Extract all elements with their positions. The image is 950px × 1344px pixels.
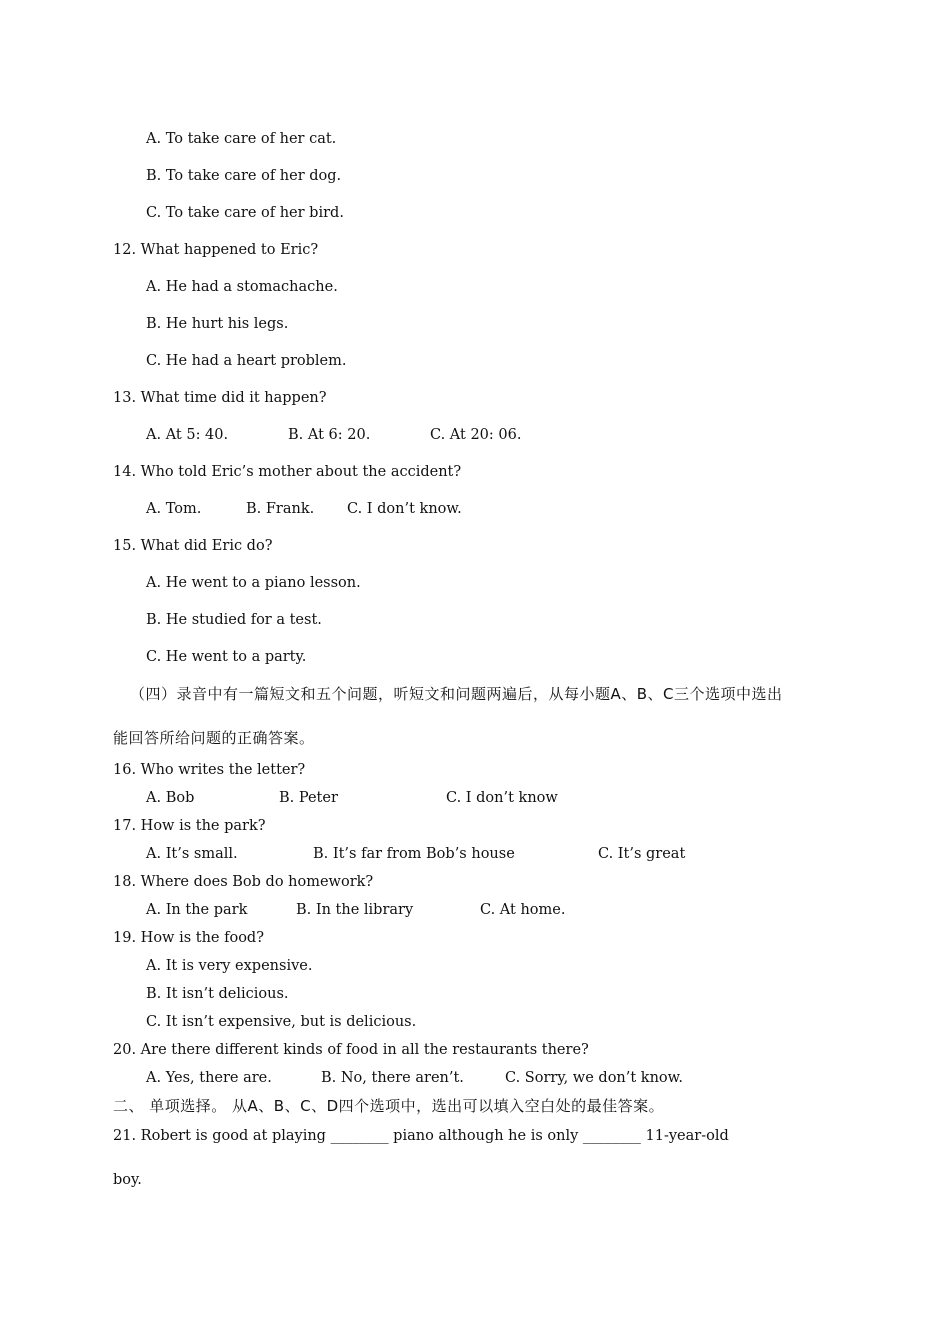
q21-stem: 21. Robert is good at playing ________ piano although he is only ________ 11-year-old xyxy=(113,1128,729,1144)
q17-option-c: C. It’s great xyxy=(598,846,686,862)
q12-stem: 12. What happened to Eric? xyxy=(113,242,319,258)
q16-option-c: C. I don’t know xyxy=(446,790,558,806)
q14-option-a: A. Tom. xyxy=(146,501,202,517)
q21-stem-cont: boy. xyxy=(113,1172,142,1188)
q15-option-a: A. He went to a piano lesson. xyxy=(146,575,361,591)
q13-option-c: C. At 20: 06. xyxy=(430,427,522,443)
q13-option-b: B. At 6: 20. xyxy=(288,427,371,443)
q18-stem: 18. Where does Bob do homework? xyxy=(113,874,374,890)
q17-option-b: B. It’s far from Bob’s house xyxy=(313,846,515,862)
q15-option-b: B. He studied for a test. xyxy=(146,612,322,628)
q14-option-b: B. Frank. xyxy=(246,501,315,517)
part-2-heading: 二、 单项选择。 从A、B、C、D四个选项中，选出可以填入空白处的最佳答案。 xyxy=(113,1097,665,1115)
q13-option-a: A. At 5: 40. xyxy=(146,427,229,443)
q20-option-b: B. No, there aren’t. xyxy=(321,1070,464,1086)
q14-option-c: C. I don’t know. xyxy=(347,501,462,517)
q12-option-b: B. He hurt his legs. xyxy=(146,316,289,332)
q17-option-a: A. It’s small. xyxy=(146,846,238,862)
q18-option-c: C. At home. xyxy=(480,902,566,918)
q13-stem: 13. What time did it happen? xyxy=(113,390,327,406)
q18-option-a: A. In the park xyxy=(146,902,248,918)
q18-option-b: B. In the library xyxy=(296,902,414,918)
q17-stem: 17. How is the park? xyxy=(113,818,266,834)
q12-option-a: A. He had a stomachache. xyxy=(146,279,338,295)
q19-option-a: A. It is very expensive. xyxy=(146,958,313,974)
q12-option-c: C. He had a heart problem. xyxy=(146,353,347,369)
q16-option-b: B. Peter xyxy=(279,790,338,806)
q11-option-a: A. To take care of her cat. xyxy=(146,131,337,147)
q14-stem: 14. Who told Eric’s mother about the accident? xyxy=(113,464,462,480)
q11-option-c: C. To take care of her bird. xyxy=(146,205,344,221)
q11-option-b: B. To take care of her dog. xyxy=(146,168,342,184)
q19-option-c: C. It isn’t expensive, but is delicious. xyxy=(146,1014,417,1030)
q20-option-a: A. Yes, there are. xyxy=(146,1070,272,1086)
q16-stem: 16. Who writes the letter? xyxy=(113,762,306,778)
section-4-instructions-cont: 能回答所给问题的正确答案。 xyxy=(113,729,315,747)
q19-option-b: B. It isn’t delicious. xyxy=(146,986,289,1002)
q20-stem: 20. Are there different kinds of food in all the restaurants there? xyxy=(113,1042,589,1058)
q20-option-c: C. Sorry, we don’t know. xyxy=(505,1070,683,1086)
q15-option-c: C. He went to a party. xyxy=(146,649,307,665)
section-4-instructions: （四）录音中有一篇短文和五个问题，听短文和问题两遍后，从每小题A、B、C三个选项中选出 xyxy=(130,685,783,703)
q19-stem: 19. How is the food? xyxy=(113,930,264,946)
q15-stem: 15. What did Eric do? xyxy=(113,538,273,554)
q16-option-a: A. Bob xyxy=(146,790,195,806)
